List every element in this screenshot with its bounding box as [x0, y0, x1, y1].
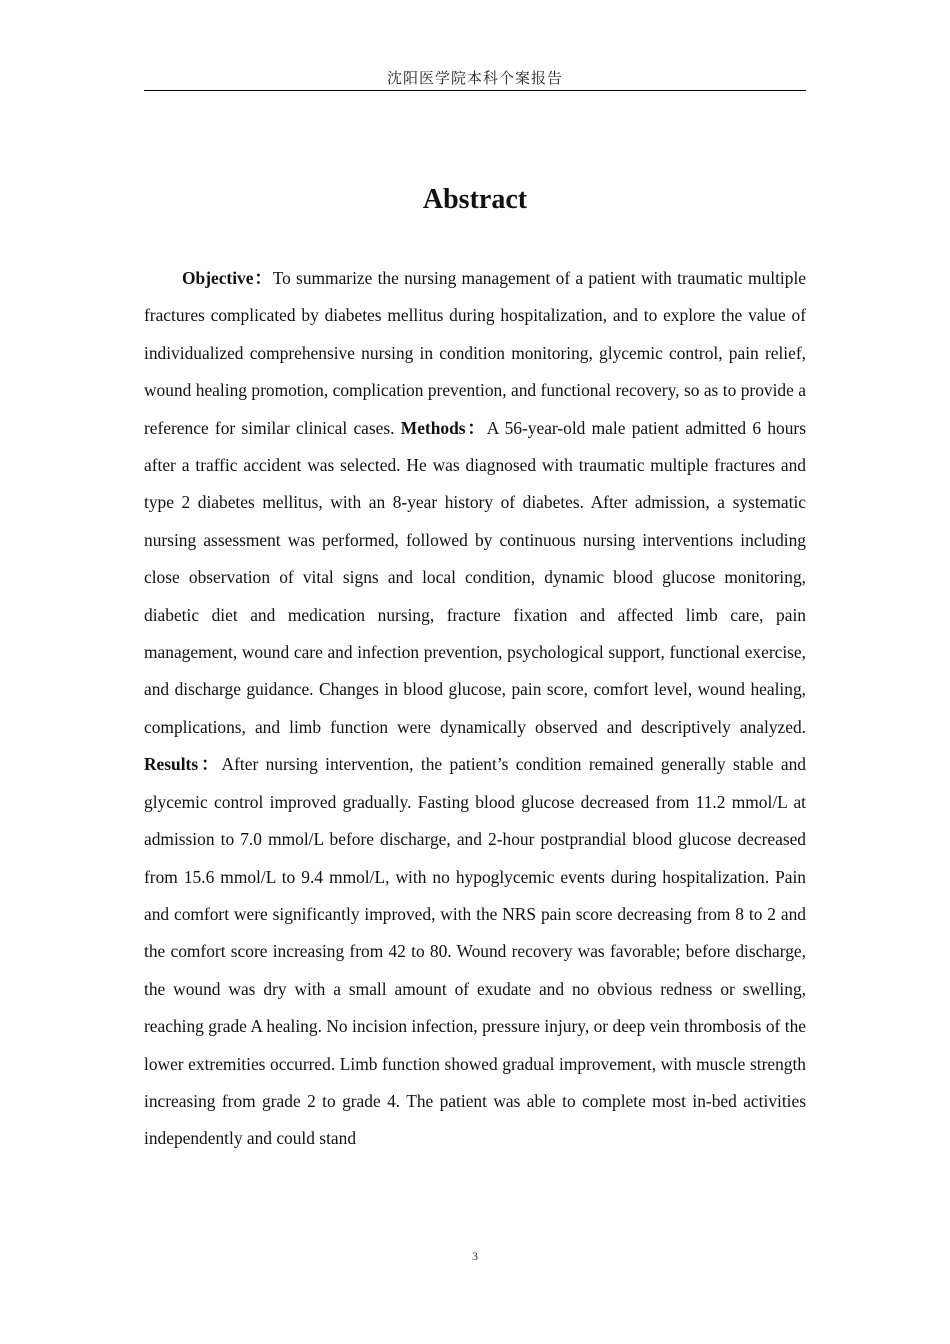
page-number: 3 [472, 1249, 478, 1263]
abstract-body [144, 260, 806, 1158]
methods-label: Methods： [400, 417, 487, 438]
objective-label: Objective： [182, 268, 273, 288]
objective-text: To summarize the nursing management of a patient with traumatic multiple fractures complicated by diabetes mellitus during hospitalization, and to explore the value of individualized comprehensive nursing in condition monitoring, glycemic control, pain relief, wound healing promotion, complication prevention, and functional recovery, so as to provide a reference for similar clinical cases. [144, 268, 807, 438]
results-label: Results： [144, 754, 222, 775]
abstract-title: Abstract [422, 184, 528, 215]
running-header: 沈阳医学院本科个案报告 [386, 71, 563, 87]
header-rule [144, 90, 806, 91]
results-text: After nursing intervention, the patient’s condition remained generally stable and glycemic control improved gradually. Fasting blood glucose decreased from 11.2 mmol/L at admission to 7.0 mmol/L before discharge, and 2-hour postprandial blood glucose decreased from 15.6 mmol/L to 9.4 mmol/L, with no hypoglycemic events during hospitalization. Pain and comfort were significantly improved, with the NRS pain score decreasing from 8 to 2 and the comfort score increasing from 42 to 80. Wound recovery was favorable; before discharge, the wound was dry with a small amount of exudate and no obvious redness or swelling, reaching grade A healing. No incision infection, pressure injury, or deep vein thrombosis of the lower extremities occurred. Limb function showed gradual improvement, with muscle strength increasing from grade 2 to grade 4. The patient was able to complete most in-bed activities independently and could stand [144, 754, 806, 1149]
methods-text: A 56-year-old male patient admitted 6 hours after a traffic accident was selected. He was diagnosed with traumatic multiple fractures and type 2 diabetes mellitus, with an 8-year history of diabetes. After admission, a systematic nursing assessment was performed, followed by continuous nursing interventions including close observation of vital signs and local condition, dynamic blood glucose monitoring, diabetic diet and medication nursing, fracture fixation and affected limb care, pain management, wound care and infection prevention, psychological support, functional exercise, and discharge guidance. Changes in blood glucose, pain score, comfort level, wound healing, complications, and limb function were dynamically observed and descriptively analyzed. [144, 417, 806, 737]
